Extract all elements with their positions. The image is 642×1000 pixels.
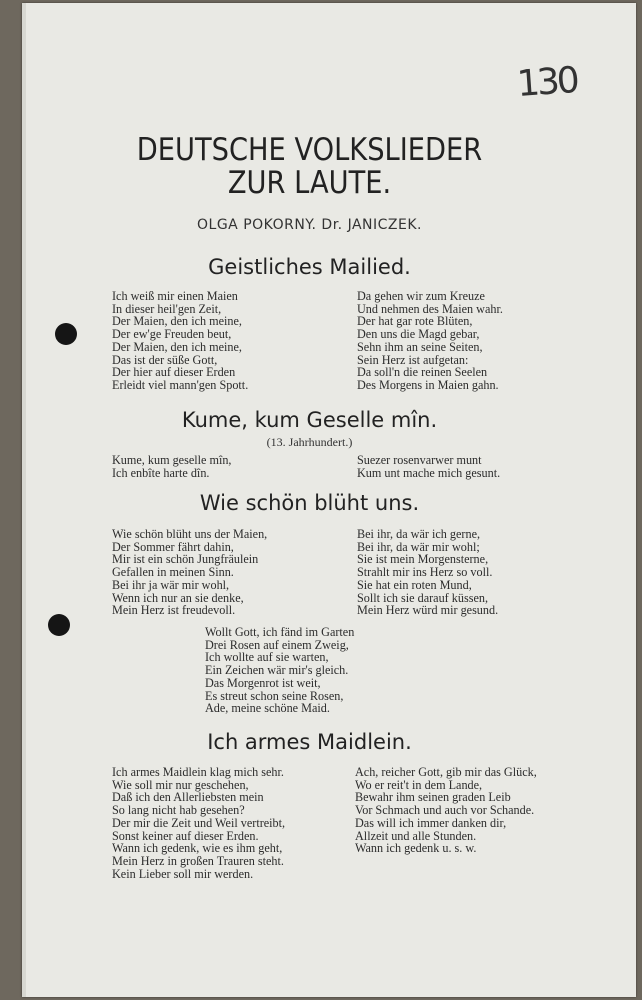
- verse-line: Der ew'ge Freuden beut,: [112, 327, 232, 342]
- verse-line: Wo er reit't in dem Lande,: [355, 777, 483, 792]
- verse-line: Bei ihr ja wär mir wohl,: [112, 577, 230, 592]
- verse-line: Und nehmen des Maien wahr.: [357, 301, 503, 316]
- verse-line: Der Sommer fährt dahin,: [112, 539, 234, 554]
- verse-line: Wann ich gedenk u. s. w.: [355, 841, 477, 856]
- verse-line: Es streut schon seine Rosen,: [205, 688, 344, 703]
- verse-line: Allzeit und alle Stunden.: [355, 828, 477, 843]
- verse-line: Bewahr ihm seinen graden Leib: [355, 790, 511, 805]
- verse-line: Ich enbîte harte dîn.: [112, 465, 210, 480]
- verse-line: So lang nicht hab gesehen?: [112, 803, 245, 818]
- song-subtitle: (13. Jahrhundert.): [266, 435, 353, 449]
- song-3-right-column: [357, 528, 498, 617]
- verse-line: Mir ist ein schön Jungfräulein: [112, 552, 259, 567]
- verse-line: Daß ich den Allerliebsten mein: [112, 790, 264, 805]
- song-3-left-column: [112, 528, 267, 617]
- verse-line: Das will ich immer danken dir,: [355, 815, 507, 830]
- verse-line: Das Morgenrot ist weit,: [205, 675, 321, 690]
- song-1-left-column: [112, 290, 248, 392]
- verse-line: Ein Zeichen wär mir's gleich.: [205, 663, 349, 678]
- song-2-right-column: [357, 454, 500, 479]
- handwritten-page-number: 130: [515, 59, 579, 106]
- verse-line: Sie ist mein Morgensterne,: [357, 552, 489, 567]
- verse-line: Ach, reicher Gott, gib mir das Glück,: [355, 765, 537, 779]
- verse-line: Vor Schmach und auch vor Schande.: [355, 803, 535, 818]
- document-title-line-2: ZUR LAUTE.: [227, 165, 392, 201]
- song-title-ich-armes-maidlein: Ich armes Maidlein.: [207, 730, 412, 754]
- punch-hole-bottom: [48, 614, 70, 636]
- verse-line: Sehn ihm an seine Seiten,: [357, 339, 483, 354]
- song-2-left-column: [112, 454, 231, 479]
- verse-line: Sonst keiner auf dieser Erden.: [112, 828, 259, 843]
- authors: OLGA POKORNY. Dr. JANICZEK.: [197, 217, 422, 233]
- song-4-right-column: [355, 766, 537, 855]
- verse-line: Der hier auf dieser Erden: [112, 365, 236, 380]
- verse-line: Ich wollte auf sie warten,: [205, 650, 329, 665]
- song-title-geistliches-mailied: Geistliches Mailied.: [208, 255, 411, 279]
- verse-line: Drei Rosen auf einem Zweig,: [205, 637, 349, 652]
- song-1-right-column: [357, 290, 503, 392]
- verse-line: Der mir die Zeit und Weil vertreibt,: [112, 815, 286, 830]
- verse-line: Mein Herz in großen Trauren steht.: [112, 853, 284, 868]
- verse-line: Sie hat ein roten Mund,: [357, 577, 472, 592]
- verse-line: Der hat gar rote Blüten,: [357, 314, 473, 329]
- verse-line: Wie soll mir nur geschehen,: [112, 777, 249, 792]
- verse-line: Kein Lieber soll mir werden.: [112, 866, 254, 881]
- verse-line: Sein Herz ist aufgetan:: [357, 352, 469, 367]
- verse-line: Wenn ich nur an sie denke,: [112, 590, 244, 605]
- verse-line: Wann ich gedenk, wie es ihm geht,: [112, 841, 283, 856]
- verse-line: Suezer rosenvarwer munt: [357, 453, 482, 467]
- verse-line: In dieser heil'gen Zeit,: [112, 301, 222, 316]
- document-title-line-1: DEUTSCHE VOLKSLIEDER: [136, 132, 483, 168]
- verse-line: Kume, kum geselle mîn,: [112, 453, 232, 467]
- verse-line: Wollt Gott, ich fänd im Garten: [205, 625, 355, 639]
- song-title-kume-kum-geselle: Kume, kum Geselle mîn.: [181, 408, 438, 432]
- verse-line: Das ist der süße Gott,: [112, 352, 218, 367]
- verse-line: Gefallen in meinen Sinn.: [112, 565, 234, 580]
- verse-line: Ich weiß mir einen Maien: [112, 289, 238, 303]
- verse-line: Der Maien, den ich meine,: [112, 339, 242, 354]
- verse-line: Wie schön blüht uns der Maien,: [112, 527, 268, 541]
- verse-line: Mein Herz ist freudevoll.: [112, 603, 236, 618]
- verse-line: Da gehen wir zum Kreuze: [357, 289, 485, 303]
- verse-line: Bei ihr, da wär mir wohl;: [357, 539, 480, 554]
- verse-line: Den uns die Magd gebar,: [357, 327, 480, 342]
- song-3-center-stanza: [205, 626, 354, 715]
- verse-line: Der Maien, den ich meine,: [112, 314, 242, 329]
- verse-line: Kum unt mache mich gesunt.: [357, 465, 501, 480]
- song-title-wie-schoen-blueht-uns: Wie schön blüht uns.: [199, 491, 420, 515]
- song-4-left-column: [112, 766, 285, 880]
- verse-line: Mein Herz würd mir gesund.: [357, 603, 499, 618]
- verse-line: Erleidt viel mann'gen Spott.: [112, 377, 249, 392]
- verse-line: Bei ihr, da wär ich gerne,: [357, 527, 481, 541]
- verse-line: Sollt ich sie darauf küssen,: [357, 590, 488, 605]
- verse-line: Strahlt mir ins Herz so voll.: [357, 565, 493, 580]
- punch-hole-top: [55, 323, 77, 345]
- verse-line: Da soll'n die reinen Seelen: [357, 365, 488, 380]
- verse-line: Des Morgens in Maien gahn.: [357, 377, 499, 392]
- verse-line: Ade, meine schöne Maid.: [205, 701, 330, 716]
- verse-line: Ich armes Maidlein klag mich sehr.: [112, 765, 284, 779]
